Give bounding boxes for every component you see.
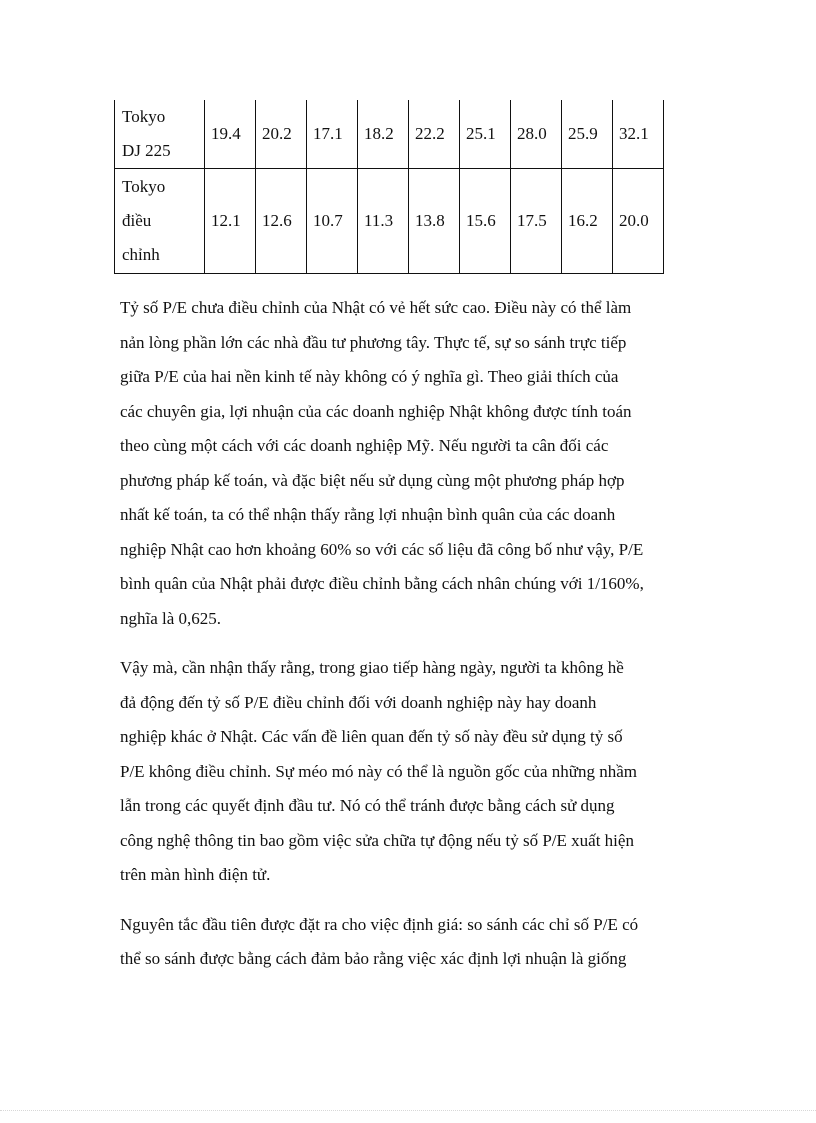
table-cell: 10.7 xyxy=(307,169,358,274)
paragraph-1 xyxy=(120,291,710,636)
text-line: nản lòng phần lớn các nhà đầu tư phương tây. Thực tế, sự so sánh trực tiếp xyxy=(120,332,627,352)
row-label-line: chỉnh xyxy=(122,245,160,264)
text-line: Tỷ số P/E chưa điều chỉnh của Nhật có vẻ hết sức cao. Điều này có thể làm xyxy=(120,298,632,317)
row-label xyxy=(115,100,205,169)
text-line: phương pháp kế toán, và đặc biệt nếu sử dụng cùng một phương pháp hợp xyxy=(120,470,625,490)
table-cell: 15.6 xyxy=(460,169,511,274)
table-cell: 25.1 xyxy=(460,100,511,169)
text-line: công nghệ thông tin bao gồm việc sửa chữa tự động nếu tỷ số P/E xuất hiện xyxy=(120,830,634,850)
text-line: lẫn trong các quyết định đầu tư. Nó có thể tránh được bằng cách sử dụng xyxy=(120,796,615,815)
table-row-tokyo-dj225 xyxy=(115,100,664,169)
table-cell: 20.2 xyxy=(256,100,307,169)
page-bottom-divider xyxy=(0,1110,816,1111)
table-cell: 13.8 xyxy=(409,169,460,274)
text-line: các chuyên gia, lợi nhuận của các doanh nghiệp Nhật không được tính toán xyxy=(120,401,632,421)
row-label-line: DJ 225 xyxy=(122,141,171,160)
table-cell: 19.4 xyxy=(205,100,256,169)
table-cell: 28.0 xyxy=(511,100,562,169)
text-line: nghĩa là 0,625. xyxy=(120,608,222,628)
table-cell: 11.3 xyxy=(358,169,409,274)
table-cell: 12.1 xyxy=(205,169,256,274)
text-line: nghiệp Nhật cao hơn khoảng 60% so với các số liệu đã công bố như vậy, P/E xyxy=(120,539,644,559)
row-label-line: điều xyxy=(122,211,152,230)
paragraph-2 xyxy=(120,651,710,893)
table-cell: 20.0 xyxy=(613,169,664,274)
table-cell: 18.2 xyxy=(358,100,409,169)
text-line: P/E không điều chỉnh. Sự méo mó này có thể là nguồn gốc của những nhầm xyxy=(120,761,638,781)
text-line: giữa P/E của hai nền kinh tế này không có ý nghĩa gì. Theo giải thích của xyxy=(120,367,619,386)
text-line: Vậy mà, cần nhận thấy rằng, trong giao tiếp hàng ngày, người ta không hề xyxy=(120,658,624,677)
text-line: nhất kế toán, ta có thể nhận thấy rằng lợi nhuận bình quân của các doanh xyxy=(120,505,616,524)
text-line: Nguyên tắc đầu tiên được đặt ra cho việc định giá: so sánh các chỉ số P/E có xyxy=(120,914,639,934)
body-text xyxy=(120,291,710,992)
table-cell: 12.6 xyxy=(256,169,307,274)
row-label-line: Tokyo xyxy=(122,177,166,196)
table-cell: 16.2 xyxy=(562,169,613,274)
table-cell: 32.1 xyxy=(613,100,664,169)
row-label-line: Tokyo xyxy=(122,107,166,126)
text-line: thể so sánh được bằng cách đảm bảo rằng việc xác định lợi nhuận là giống xyxy=(120,949,627,968)
text-line: bình quân của Nhật phải được điều chỉnh bằng cách nhân chúng với 1/160%, xyxy=(120,574,644,593)
text-line: trên màn hình điện tử. xyxy=(120,865,271,884)
table-cell: 22.2 xyxy=(409,100,460,169)
table-cell: 25.9 xyxy=(562,100,613,169)
table-cell: 17.5 xyxy=(511,169,562,274)
text-line: nghiệp khác ở Nhật. Các vấn đề liên quan đến tỷ số này đều sử dụng tỷ số xyxy=(120,727,623,746)
paragraph-3 xyxy=(120,908,710,977)
text-line: theo cùng một cách với các doanh nghiệp Mỹ. Nếu người ta cân đối các xyxy=(120,436,609,455)
table-row-tokyo-adjusted xyxy=(115,169,664,274)
pe-ratio-table xyxy=(114,100,664,274)
row-label xyxy=(115,169,205,274)
table-cell: 17.1 xyxy=(307,100,358,169)
text-line: đả động đến tỷ số P/E điều chỉnh đối với doanh nghiệp này hay doanh xyxy=(120,692,597,712)
